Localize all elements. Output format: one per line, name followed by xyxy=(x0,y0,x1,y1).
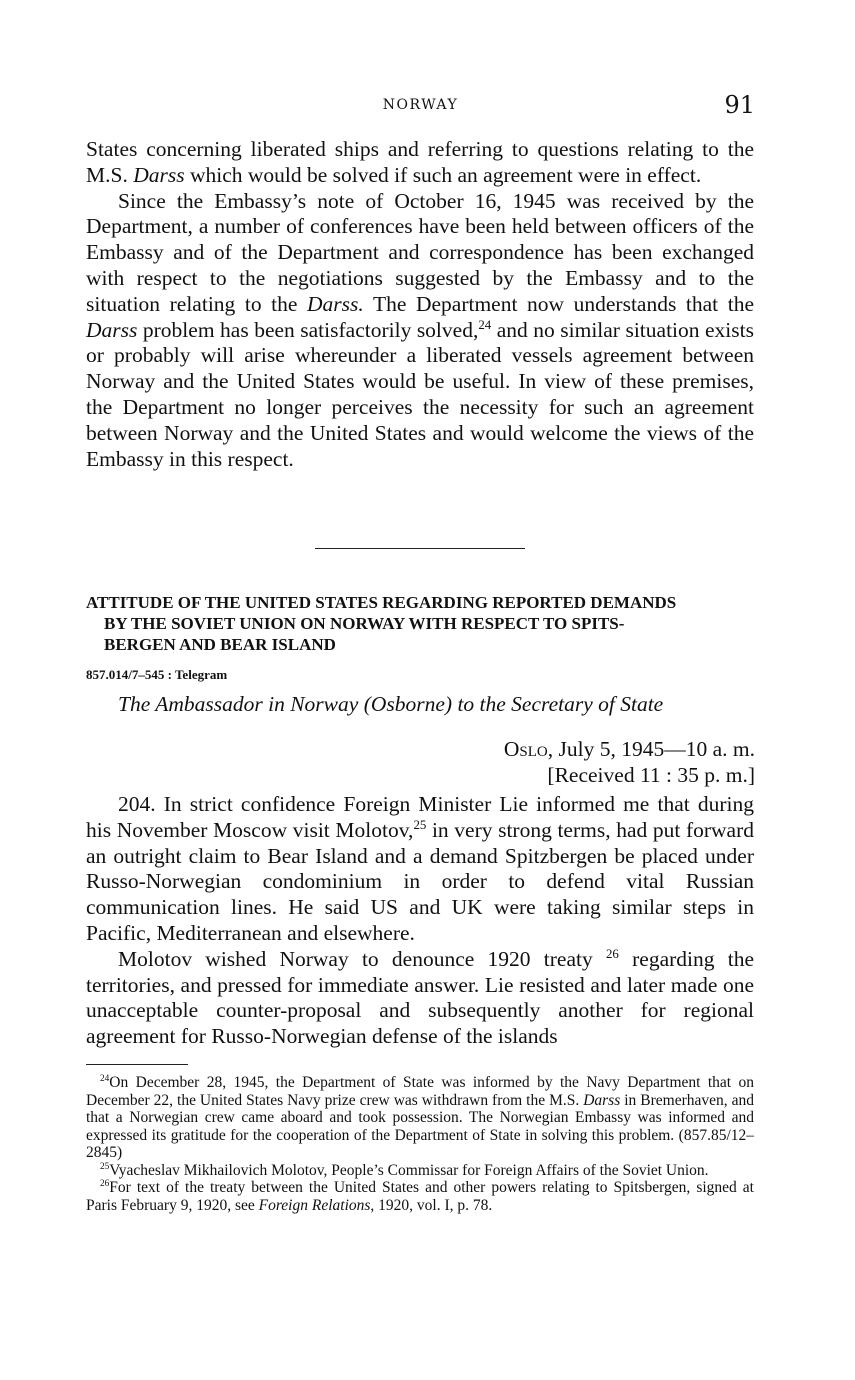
text-run: States concerning liberated ships and referring to questions relating to the M.S. xyxy=(86,137,754,187)
footnote-26 xyxy=(86,1179,754,1214)
footnote-reference: 24 xyxy=(478,317,492,332)
text-run: , 1920, vol. I, p. 78. xyxy=(370,1196,493,1214)
page-number: 91 xyxy=(724,91,755,119)
running-title: NORWAY xyxy=(382,97,459,113)
ship-name: Darss xyxy=(583,1091,621,1109)
heading-line: BERGEN AND BEAR ISLAND xyxy=(104,635,336,654)
footnote-number: 26 xyxy=(100,1178,110,1189)
heading-line: BY THE SOVIET UNION ON NORWAY WITH RESPECT TO SPITS- xyxy=(104,614,625,633)
ship-name: Darss. xyxy=(307,291,364,316)
footnote-25 xyxy=(86,1162,754,1180)
footnote-number: 25 xyxy=(100,1161,110,1172)
date-text: , July 5, 1945—10 a. m. xyxy=(547,737,755,761)
section-divider xyxy=(315,548,525,549)
running-head xyxy=(86,93,755,121)
received-line: [Received 11 : 35 p. m.] xyxy=(547,763,755,787)
dateline xyxy=(504,737,755,762)
paragraph-telegram-1 xyxy=(86,792,754,947)
text-run: in Bremerhaven, and that a Norwegian crew came aboard and took possession. The Norwegian Embassy was informed and expressed its gratitude for the cooperation of the Department of State in solving this problem. (857.85/12–2845) xyxy=(86,1091,754,1161)
text-run: The Ambassador in Norway xyxy=(118,692,364,716)
footnote-divider xyxy=(86,1064,188,1065)
footnote-24 xyxy=(86,1074,754,1162)
text-run: Molotov wished Norway to denounce 1920 treaty xyxy=(118,946,593,971)
file-reference: 857.014/7–545 : Telegram xyxy=(86,667,228,682)
footnote-reference: 26 xyxy=(605,946,619,961)
telegram-text xyxy=(86,792,754,1050)
place-name: Oslo xyxy=(503,737,548,761)
paragraph-telegram-2 xyxy=(86,947,754,1050)
text-run: regarding the territories, and pressed for immediate answer. Lie resisted and later made one unacceptable counter-proposal and subsequently another for regional agreement for Russo-Norwegian defense of the islands xyxy=(86,946,755,1049)
text-run: For text of the treaty between the United States and other powers relating to Spitsbergen, signed at Paris February 9, 1920, see xyxy=(86,1179,754,1214)
text-run: On December 28, 1945, the Department of State was informed by the Navy Department that on December 22, the United States Navy prize crew was withdrawn from the M.S. xyxy=(86,1074,754,1109)
text-run: Since the Embassy’s note of October 16, 1945 was received by the Department, a number of conferences have been held between officers of the Embassy and of the Department and correspondence has been exchanged with respect to the negotiations suggested by the Embassy and to the situation relating to the xyxy=(86,188,754,316)
text-run: and no similar situation exists or probably will arise whereunder a liberated vessels agreement between Norway and the United States would be useful. In view of these premises, the Department no longer perceives the necessity for such an agreement between Norway and the United States and would welcome the views of the Embassy in this respect. xyxy=(86,317,754,471)
heading-line: ATTITUDE OF THE UNITED STATES REGARDING REPORTED DEMANDS xyxy=(86,593,677,612)
text-run: in very strong terms, had put forward an outright claim to Bear Island and a demand Spitzbergen be placed under Russo-Norwegian condominium in order to defend vital Russian communication lines. He said US and UK were taking similar steps in Pacific, Mediterranean and elsewhere. xyxy=(86,817,755,945)
footnote-reference: 25 xyxy=(413,817,427,832)
text-run: The Department now understands that the xyxy=(363,291,754,316)
ship-name: Darss xyxy=(133,162,185,187)
text-run: problem has been satisfactorily solved, xyxy=(137,317,479,342)
paragraph-continuation xyxy=(86,137,754,189)
text-run: 204. In strict confidence Foreign Minister Lie informed me that during his November Moscow visit Molotov, xyxy=(86,792,754,842)
footnotes xyxy=(86,1074,754,1214)
text-run: (Osborne) xyxy=(363,692,453,716)
document-title xyxy=(118,692,663,717)
ship-name: Darss xyxy=(86,317,138,342)
section-heading xyxy=(86,592,754,655)
paragraph-embassy-note xyxy=(86,189,754,473)
continued-text xyxy=(86,137,754,472)
publication-title: Foreign Relations xyxy=(258,1196,371,1214)
text-run: Vyacheslav Mikhailovich Molotov, People’s Commissar for Foreign Affairs of the Soviet Union. xyxy=(109,1161,709,1179)
text-run: to the Secretary of State xyxy=(452,692,664,716)
text-run: which would be solved if such an agreement were in effect. xyxy=(184,162,702,187)
footnote-number: 24 xyxy=(100,1073,110,1084)
